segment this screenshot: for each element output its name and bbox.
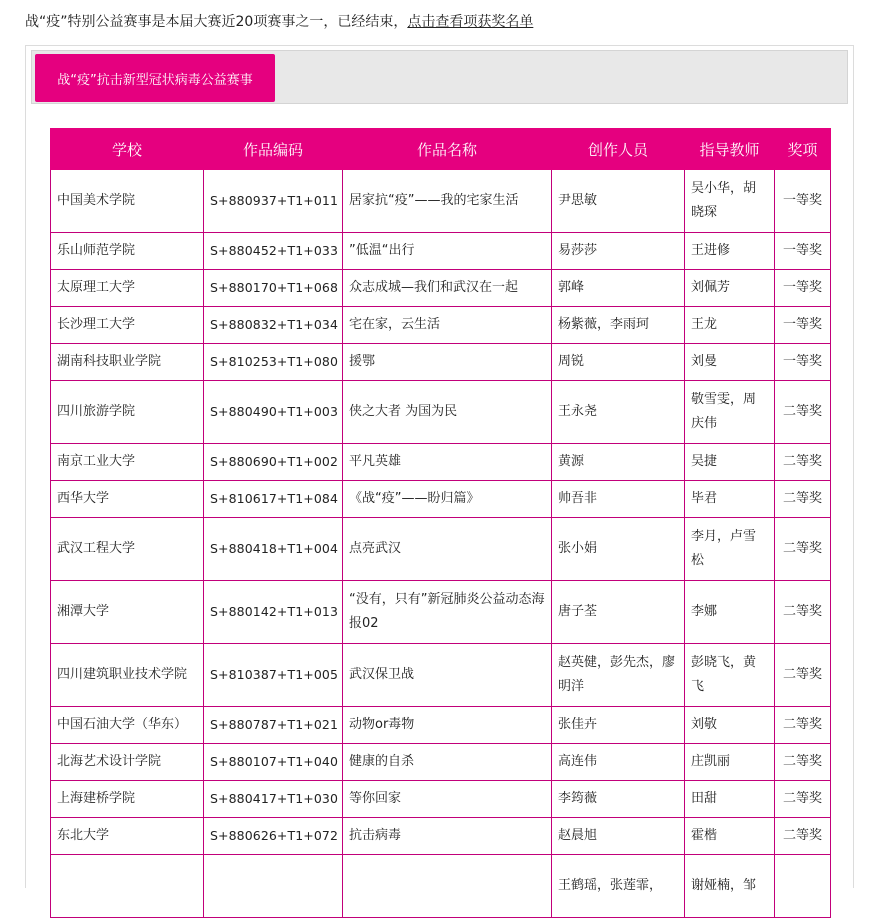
cell-code: S+880107+T1+040: [204, 744, 343, 781]
cell-title: 援鄂: [343, 344, 552, 381]
cell-code: S+880832+T1+034: [204, 307, 343, 344]
header-title: 作品名称: [343, 129, 552, 170]
notice-bar: [25, 12, 533, 32]
cell-creators: 杨紫薇，李雨珂: [552, 307, 685, 344]
tab-covid-public-welfare[interactable]: 战“疫”抗击新型冠状病毒公益赛事: [35, 54, 275, 102]
cell-title: 等你回家: [343, 781, 552, 818]
cell-creators: 赵晨旭: [552, 818, 685, 855]
cell-creators: 张小娟: [552, 518, 685, 581]
content-panel: [25, 45, 854, 893]
cell-title: 武汉保卫战: [343, 644, 552, 707]
cell-award: 二等奖: [775, 444, 831, 481]
table-row: [51, 233, 831, 270]
cell-award: 二等奖: [775, 744, 831, 781]
cell-award: 一等奖: [775, 270, 831, 307]
cell-creators: 王永尧: [552, 381, 685, 444]
header-school: 学校: [51, 129, 204, 170]
table-row: [51, 781, 831, 818]
cell-school: 南京工业大学: [51, 444, 204, 481]
cell-title: 《战“疫”——盼归篇》: [343, 481, 552, 518]
table-row: [51, 270, 831, 307]
cell-creators: 帅吾非: [552, 481, 685, 518]
cell-teacher: 彭晓飞，黄飞: [685, 644, 775, 707]
cell-creators: 易莎莎: [552, 233, 685, 270]
cell-title: [343, 855, 552, 918]
cell-code: S+880170+T1+068: [204, 270, 343, 307]
cell-title: 众志成城—我们和武汉在一起: [343, 270, 552, 307]
table-row: [51, 518, 831, 581]
cell-creators: 黄源: [552, 444, 685, 481]
table-row: [51, 444, 831, 481]
cell-title: 健康的自杀: [343, 744, 552, 781]
cell-creators: 高连伟: [552, 744, 685, 781]
table-header-row: [51, 129, 831, 170]
cell-code: S+810253+T1+080: [204, 344, 343, 381]
cell-teacher: 吴捷: [685, 444, 775, 481]
cell-teacher: 刘佩芳: [685, 270, 775, 307]
cell-teacher: 李月，卢雪松: [685, 518, 775, 581]
cell-creators: 赵英健，彭先杰，廖明洋: [552, 644, 685, 707]
cell-school: 北海艺术设计学院: [51, 744, 204, 781]
cell-award: 二等奖: [775, 644, 831, 707]
cell-creators: 尹思敏: [552, 170, 685, 233]
header-code: 作品编码: [204, 129, 343, 170]
table-row: [51, 707, 831, 744]
cell-code: S+880417+T1+030: [204, 781, 343, 818]
cell-code: S+880452+T1+033: [204, 233, 343, 270]
header-creators: 创作人员: [552, 129, 685, 170]
cell-school: 中国美术学院: [51, 170, 204, 233]
cell-teacher: 刘曼: [685, 344, 775, 381]
cell-award: 二等奖: [775, 381, 831, 444]
cell-title: 抗击病毒: [343, 818, 552, 855]
table-row: [51, 481, 831, 518]
cell-code: S+880787+T1+021: [204, 707, 343, 744]
cell-title: 动物or毒物: [343, 707, 552, 744]
cell-teacher: 李娜: [685, 581, 775, 644]
cell-creators: 张佳卉: [552, 707, 685, 744]
cell-teacher: 敬雪雯，周庆伟: [685, 381, 775, 444]
cell-title: 宅在家，云生活: [343, 307, 552, 344]
cell-code: S+880626+T1+072: [204, 818, 343, 855]
table-row: [51, 744, 831, 781]
cell-creators: 王鹤瑶，张莲霏，: [552, 855, 685, 918]
cell-award: 二等奖: [775, 781, 831, 818]
cell-title: 点亮武汉: [343, 518, 552, 581]
header-teacher: 指导教师: [685, 129, 775, 170]
cell-award: 二等奖: [775, 518, 831, 581]
cell-teacher: 霍楷: [685, 818, 775, 855]
cell-teacher: 刘敬: [685, 707, 775, 744]
cell-code: S+880490+T1+003: [204, 381, 343, 444]
cell-code: S+880937+T1+011: [204, 170, 343, 233]
cell-code: S+880142+T1+013: [204, 581, 343, 644]
cell-school: 湖南科技职业学院: [51, 344, 204, 381]
cell-award: 二等奖: [775, 818, 831, 855]
cell-creators: 唐子荃: [552, 581, 685, 644]
cell-creators: 郭峰: [552, 270, 685, 307]
cell-award: 一等奖: [775, 307, 831, 344]
awards-table: [50, 128, 831, 918]
cell-code: S+810617+T1+084: [204, 481, 343, 518]
cell-teacher: 王进修: [685, 233, 775, 270]
table-row: [51, 170, 831, 233]
cell-award: 二等奖: [775, 481, 831, 518]
cell-code: [204, 855, 343, 918]
tab-bar: [31, 50, 848, 104]
cell-award: [775, 855, 831, 918]
cell-award: 一等奖: [775, 233, 831, 270]
cell-school: 四川旅游学院: [51, 381, 204, 444]
notice-text: 战“疫”特别公益赛事是本届大赛近20项赛事之一，已经结束，: [25, 14, 408, 30]
cell-title: 居家抗“疫”——我的宅家生活: [343, 170, 552, 233]
cell-teacher: 毕君: [685, 481, 775, 518]
cell-school: 太原理工大学: [51, 270, 204, 307]
cell-title: ”低温“出行: [343, 233, 552, 270]
cell-school: 武汉工程大学: [51, 518, 204, 581]
cell-school: 西华大学: [51, 481, 204, 518]
cell-teacher: 庄凯丽: [685, 744, 775, 781]
cell-teacher: 王龙: [685, 307, 775, 344]
table-row: [51, 581, 831, 644]
table-row: [51, 818, 831, 855]
header-award: 奖项: [775, 129, 831, 170]
table-row: [51, 381, 831, 444]
cell-title: 平凡英雄: [343, 444, 552, 481]
cell-code: S+810387+T1+005: [204, 644, 343, 707]
cell-school: 乐山师范学院: [51, 233, 204, 270]
cell-code: S+880690+T1+002: [204, 444, 343, 481]
cell-code: S+880418+T1+004: [204, 518, 343, 581]
cell-creators: 周锐: [552, 344, 685, 381]
cell-school: 湘潭大学: [51, 581, 204, 644]
cell-teacher: 谢娅楠，邹: [685, 855, 775, 918]
cell-teacher: 田甜: [685, 781, 775, 818]
cell-school: 四川建筑职业技术学院: [51, 644, 204, 707]
cell-award: 二等奖: [775, 581, 831, 644]
cell-school: 上海建桥学院: [51, 781, 204, 818]
cell-teacher: 吴小华，胡晓琛: [685, 170, 775, 233]
table-row: [51, 855, 831, 918]
table-row: [51, 344, 831, 381]
cell-school: 中国石油大学（华东）: [51, 707, 204, 744]
cell-creators: 李筠薇: [552, 781, 685, 818]
cell-school: [51, 855, 204, 918]
cell-title: “没有，只有”新冠肺炎公益动态海报02: [343, 581, 552, 644]
table-row: [51, 644, 831, 707]
cell-award: 一等奖: [775, 344, 831, 381]
cell-award: 二等奖: [775, 707, 831, 744]
cell-award: 一等奖: [775, 170, 831, 233]
winners-list-link[interactable]: 点击查看项获奖名单: [407, 14, 534, 30]
cell-school: 长沙理工大学: [51, 307, 204, 344]
cell-title: 侠之大者 为国为民: [343, 381, 552, 444]
cell-school: 东北大学: [51, 818, 204, 855]
table-row: [51, 307, 831, 344]
